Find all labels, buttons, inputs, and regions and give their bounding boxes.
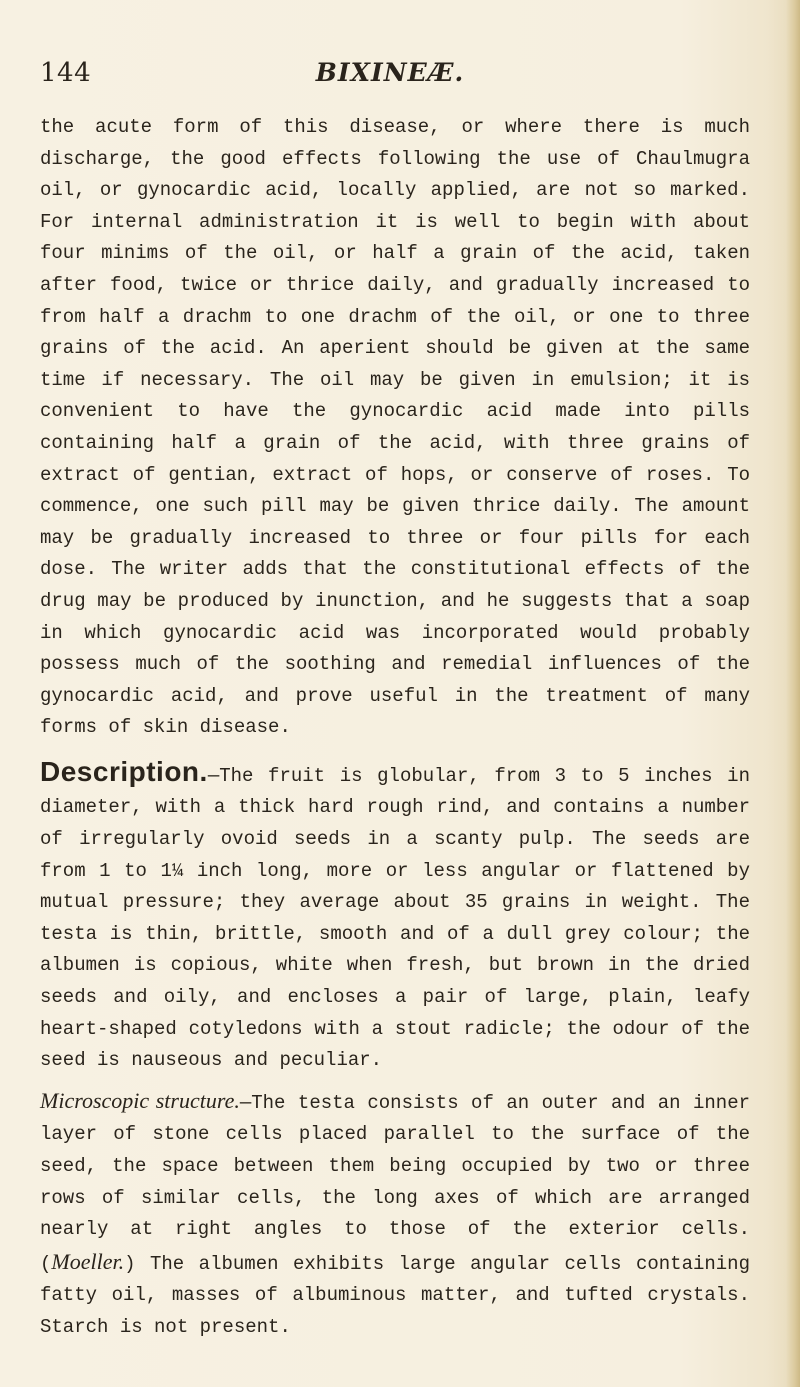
microscopic-text-part2: ) The albumen exhibits large angular cells containing fatty oil, masses of albuminous matter, and tufted crystals. Starch is not present.: [40, 1252, 750, 1338]
paragraph-treatment: the acute form of this disease, or where there is much discharge, the good effects following the use of Chaulmugra oil, or gynocardic acid, locally applied, are not so marked. For internal administration it is well to begin with about four minims of the oil, or half a grain of the acid, taken after food, twice or thrice daily, and gradually increased to from half a drachm to one drachm of the oil, or one to three grains of the acid. An aperient should be given at the same time if necessary. The oil may be given in emulsion; it is convenient to have the gynocardic acid made into pills containing half a grain of the acid, with three grains of extract of gentian, extract of hops, or conserve of roses. To commence, one such pill may be given thrice daily. The amount may be gradually increased to three or four pills for each dose. The writer adds that the constitutional effects of the drug may be produced by inunction, and he suggests that a soap in which gynocardic acid was incorporated would probably possess much of the soothing and remedial influences of the gynocardic acid, and prove useful in the treatment of many forms of skin disease.: [40, 116, 750, 739]
page-header: [40, 58, 740, 98]
paragraph-description: [40, 756, 750, 1077]
page-body: [40, 112, 750, 1344]
page-number: 144: [40, 58, 92, 88]
section-heading-description: Description.: [40, 755, 208, 787]
microscopic-text-part1: —The testa consists of an outer and an inner layer of stone cells placed parallel to the surface of the seed, the space between them being occupied by two or three rows of similar cells, the long axes of which are arranged nearly at right angles to those of the exterior cells. (: [40, 1091, 750, 1275]
description-text: —The fruit is globular, from 3 to 5 inches in diameter, with a thick hard rough rind, and contains a number of irregularly ovoid seeds in a scanty pulp. The seeds are from 1 to 1¼ inch long, more or less angular or flattened by mutual pressure; they average about 35 grains in weight. The testa is thin, brittle, smooth and of a dull grey colour; the albumen is copious, white when fresh, but brown in the dried seeds and oily, and encloses a pair of large, plain, leafy heart-shaped cotyledons with a stout radicle; the odour of the seed is nauseous and peculiar.: [40, 764, 750, 1072]
page-edge-shadow: [786, 0, 800, 1387]
citation-author: Moeller.: [51, 1248, 125, 1274]
section-heading-microscopic: Microscopic structure.: [40, 1087, 240, 1113]
paragraph-microscopic-structure: [40, 1085, 750, 1344]
running-title: BIXINEÆ.: [315, 58, 465, 87]
